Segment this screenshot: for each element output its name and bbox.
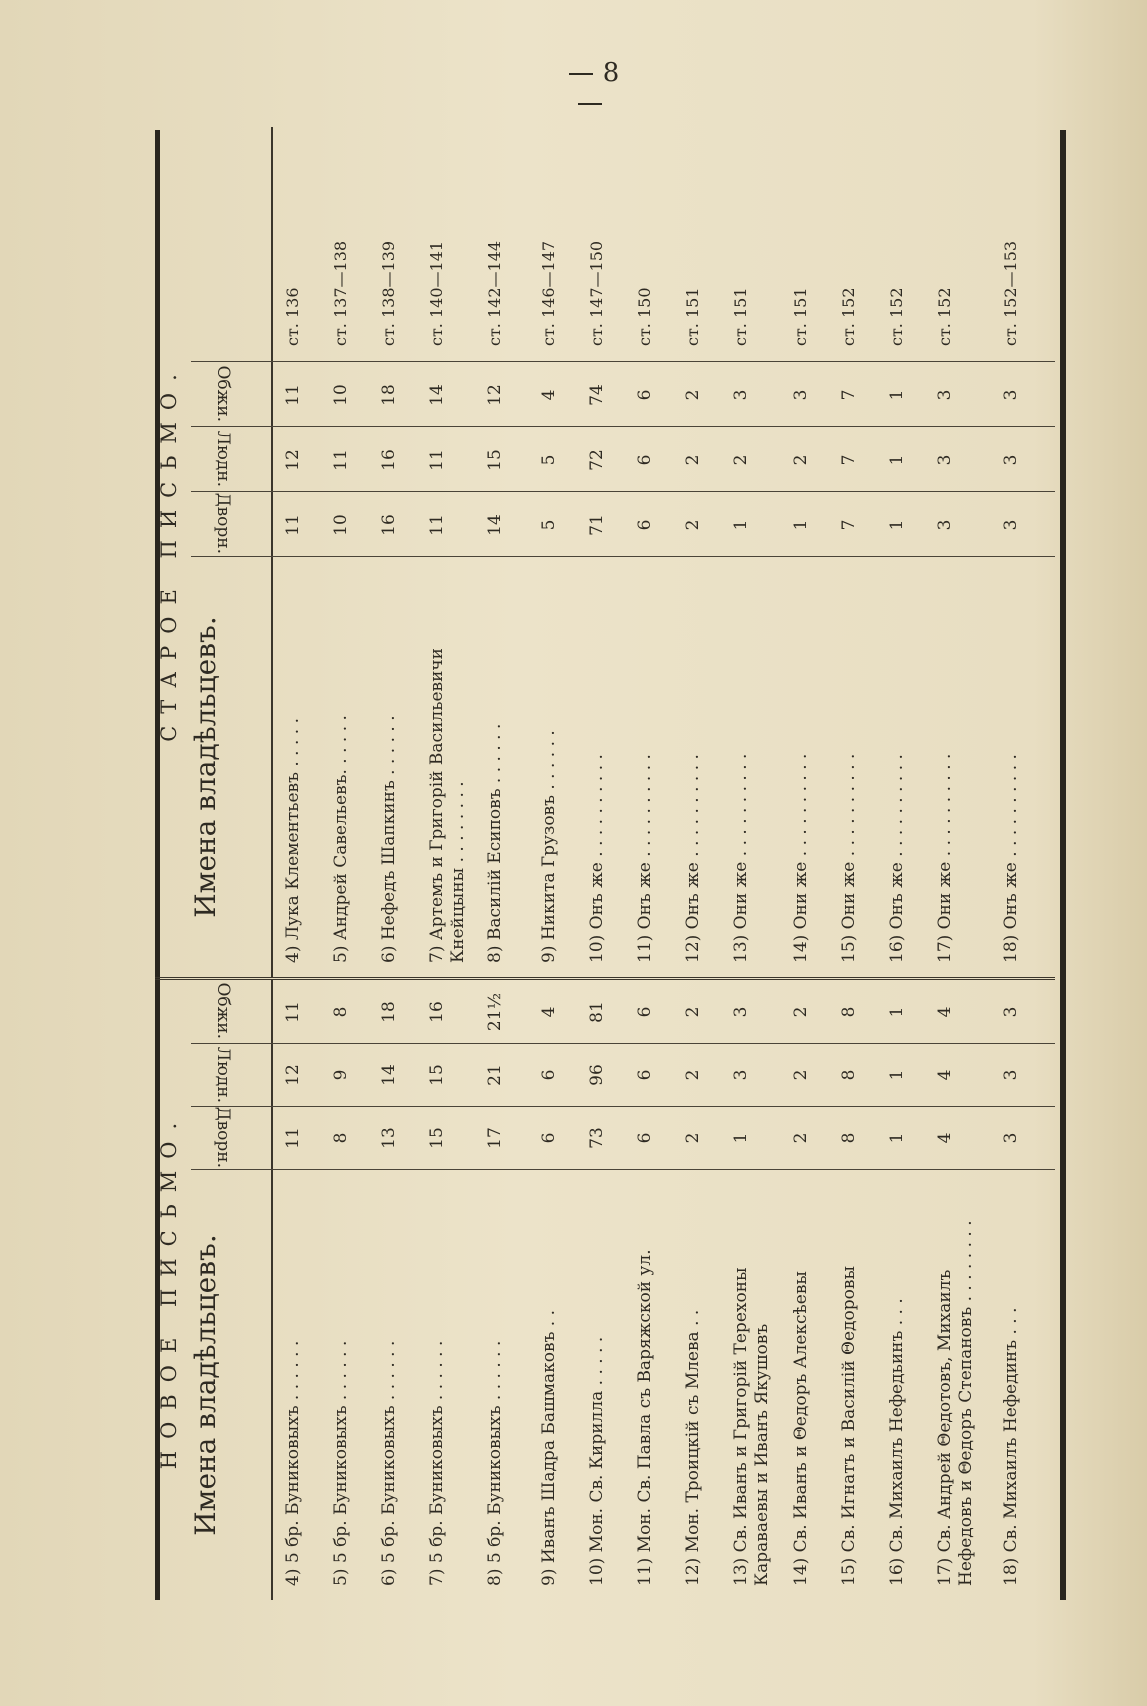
- new-census-obzhi-value: 1: [887, 1006, 907, 1018]
- new-census-owner-name: 9) Иванъ Шадра Башмаковъ . .: [539, 1309, 559, 1586]
- old-census-owner-name: 14) Они же . . . . . . . . . .: [791, 753, 811, 963]
- old-census-lyudi-value: 72: [587, 449, 607, 471]
- new-census-lyudi-value: 96: [587, 1064, 607, 1086]
- old-census-row: [635, 127, 683, 977]
- old-census-dvory-value: 7: [839, 519, 859, 531]
- old-census-row: [791, 127, 839, 977]
- new-col-dvory: Дворн.: [191, 1106, 269, 1170]
- new-census-lyudi-value: 21: [485, 1064, 505, 1086]
- old-census-row: [587, 127, 635, 977]
- old-census-owner-name: 10) Онъ же . . . . . . . . . .: [587, 754, 607, 963]
- new-census-owner-name: 4) 5 бр. Буниковыхъ . . . . . .: [283, 1340, 303, 1586]
- new-census-owner-name: 7) 5 бр. Буниковыхъ . . . . . .: [427, 1340, 447, 1586]
- new-census-lyudi-value: 3: [731, 1069, 751, 1081]
- new-census-lyudi-value: 2: [791, 1069, 811, 1081]
- old-census-owner-name: 6) Нефедъ Шапкинъ . . . . . .: [379, 715, 399, 963]
- old-census-obzhi-value: 18: [379, 384, 399, 406]
- new-census-owner-name: 18) Св. Михаилъ Нефединъ . . .: [1001, 1307, 1021, 1586]
- new-census-obzhi-value: 8: [839, 1006, 859, 1018]
- old-census-owner-name: 9) Никита Грузовъ . . . . . .: [539, 730, 559, 963]
- old-census-source-ref: ст. 137—138: [331, 240, 350, 346]
- census-table-rotated: [155, 130, 1055, 1600]
- old-census-obzhi-value: 14: [427, 384, 447, 406]
- new-census-obzhi-value: 18: [379, 1001, 399, 1023]
- new-census-dvory-value: 1: [887, 1132, 907, 1144]
- old-census-obzhi-value: 4: [539, 389, 559, 401]
- old-census-dvory-value: 16: [379, 514, 399, 536]
- new-census-owner-name: 12) Мон. Троицкій съ Млева . .: [683, 1309, 703, 1586]
- old-census-row: [1001, 127, 1049, 977]
- new-census-dvory-value: 17: [485, 1127, 505, 1149]
- old-census-owner-name: 8) Василій Есиповъ . . . . . .: [485, 723, 505, 963]
- old-census-lyudi-value: 3: [1001, 454, 1021, 466]
- old-header-rule: [271, 127, 273, 977]
- new-census-obzhi-value: 6: [635, 1006, 655, 1018]
- old-census-source-ref: ст. 142—144: [485, 240, 504, 346]
- old-census-owner-name: 11) Онъ же . . . . . . . . . .: [635, 754, 655, 963]
- new-census-dvory-value: 4: [935, 1132, 955, 1144]
- new-census-obzhi-value: 2: [683, 1006, 703, 1018]
- new-census-row: [683, 980, 731, 1600]
- old-census-obzhi-value: 3: [731, 389, 751, 401]
- new-census-row: [331, 980, 379, 1600]
- old-census-source-ref: ст. 151: [683, 287, 702, 346]
- old-census-owner-name: 16) Онъ же . . . . . . . . . .: [887, 754, 907, 963]
- old-census-source-ref: ст. 150: [635, 287, 654, 346]
- old-census-dvory-value: 1: [731, 519, 751, 531]
- old-census-source-ref: ст. 152: [935, 287, 954, 346]
- new-census-dvory-value: 2: [791, 1132, 811, 1144]
- old-census-obzhi-value: 1: [887, 389, 907, 401]
- old-census-source-ref: ст. 146—147: [539, 240, 558, 346]
- new-census-lyudi-value: 1: [887, 1069, 907, 1081]
- new-header-rule: [271, 980, 273, 1600]
- old-census-source-ref: ст. 152—153: [1001, 240, 1020, 346]
- new-census-row: [731, 980, 779, 1600]
- old-census-row: [839, 127, 887, 977]
- new-census-dvory-value: 73: [587, 1127, 607, 1149]
- old-census-lyudi-value: 2: [791, 454, 811, 466]
- new-census-owner-name: 14) Св. Иванъ и Θедоръ Алексѣевы: [791, 1271, 811, 1586]
- new-census-lyudi-value: 6: [539, 1069, 559, 1081]
- old-census-source-ref: ст. 151: [791, 287, 810, 346]
- new-census-obzhi-value: 3: [1001, 1006, 1021, 1018]
- old-census-title: СТАРОЕ ПИСЬМО.: [157, 362, 181, 742]
- old-census-lyudi-value: 16: [379, 449, 399, 471]
- old-census-lyudi-value: 12: [283, 449, 303, 471]
- new-census-lyudi-value: 8: [839, 1069, 859, 1081]
- new-census-dvory-value: 6: [635, 1132, 655, 1144]
- old-census-obzhi-value: 6: [635, 389, 655, 401]
- new-census-row: [839, 980, 887, 1600]
- old-census-row: [539, 127, 587, 977]
- old-census-obzhi-value: 3: [935, 389, 955, 401]
- old-census-obzhi-value: 11: [283, 384, 303, 406]
- new-census-dvory-value: 3: [1001, 1132, 1021, 1144]
- old-name-header: Имена владѣльцевъ.: [189, 616, 222, 918]
- new-census-row: [1001, 980, 1049, 1600]
- new-census-owner-name: 11) Мон. Св. Павла съ Варяжской ул.: [635, 1249, 655, 1586]
- new-census-obzhi-value: 81: [587, 1001, 607, 1023]
- old-col-obzhi: Обжи.: [191, 361, 269, 427]
- new-census-owner-name: 8) 5 бр. Буниковыхъ . . . . . .: [485, 1340, 505, 1586]
- old-census-owner-name: 12) Онъ же . . . . . . . . . .: [683, 754, 703, 963]
- old-census-row: [683, 127, 731, 977]
- old-census-row: [731, 127, 779, 977]
- old-census-row: [887, 127, 935, 977]
- old-census-dvory-value: 1: [791, 519, 811, 531]
- new-census-dvory-value: 11: [283, 1127, 303, 1149]
- new-census-owner-name: 16) Св. Михаилъ Нефедьинъ . . .: [887, 1298, 907, 1586]
- new-census-owner-name: 5) 5 бр. Буниковыхъ . . . . . .: [331, 1340, 351, 1586]
- new-census-obzhi-value: 11: [283, 1001, 303, 1023]
- new-census-lyudi-value: 3: [1001, 1069, 1021, 1081]
- old-census-dvory-value: 10: [331, 514, 351, 536]
- old-census-lyudi-value: 2: [731, 454, 751, 466]
- new-census-lyudi-value: 14: [379, 1064, 399, 1086]
- old-census-owner-name: 18) Онъ же . . . . . . . . . .: [1001, 754, 1021, 963]
- new-census-row: [283, 980, 331, 1600]
- new-census-lyudi-value: 2: [683, 1069, 703, 1081]
- new-census-dvory-value: 6: [539, 1132, 559, 1144]
- old-census-row: [935, 127, 983, 977]
- old-census-owner-name: 4) Лука Клементьевъ . . . . .: [283, 718, 303, 963]
- new-census-row: [539, 980, 587, 1600]
- old-census-row: [331, 127, 379, 977]
- old-census-dvory-value: 11: [427, 514, 447, 536]
- new-census-row: [587, 980, 635, 1600]
- new-census-obzhi-value: 4: [935, 1006, 955, 1018]
- old-census-row: [485, 127, 533, 977]
- new-col-obzhi: Обжи.: [191, 979, 269, 1044]
- old-census-source-ref: ст. 140—141: [427, 240, 446, 346]
- new-census-title: НОВОЕ ПИСЬМО.: [157, 1110, 181, 1470]
- new-census-owner-name: 15) Св. Игнатъ и Василій Θедоровы: [839, 1266, 859, 1586]
- old-census-obzhi-value: 3: [1001, 389, 1021, 401]
- new-census-dvory-value: 13: [379, 1127, 399, 1149]
- old-census-owner-name: 13) Они же . . . . . . . . . .: [731, 753, 751, 963]
- old-census-section: [155, 127, 1055, 980]
- old-census-source-ref: ст. 136: [283, 287, 302, 346]
- new-census-dvory-value: 8: [839, 1132, 859, 1144]
- old-census-row: [283, 127, 331, 977]
- old-census-obzhi-value: 3: [791, 389, 811, 401]
- new-census-lyudi-value: 9: [331, 1069, 351, 1081]
- old-census-dvory-value: 14: [485, 514, 505, 536]
- new-census-owner-name: 13) Св. Иванъ и Григорій Терехоны Караваевы и Иванъ Якушовъ: [731, 1267, 773, 1586]
- old-census-source-ref: ст. 151: [731, 287, 750, 346]
- new-census-row: [379, 980, 427, 1600]
- old-census-lyudi-value: 5: [539, 454, 559, 466]
- old-census-owner-name: 5) Андрей Савельевъ. . . . . .: [331, 715, 351, 963]
- new-census-owner-name: 6) 5 бр. Буниковыхъ . . . . . .: [379, 1340, 399, 1586]
- old-census-dvory-value: 2: [683, 519, 703, 531]
- old-census-dvory-value: 1: [887, 519, 907, 531]
- old-census-owner-name: 15) Они же . . . . . . . . . .: [839, 753, 859, 963]
- old-census-lyudi-value: 11: [427, 449, 447, 471]
- old-census-lyudi-value: 11: [331, 449, 351, 471]
- new-census-obzhi-value: 21½: [485, 992, 505, 1032]
- old-census-lyudi-value: 2: [683, 454, 703, 466]
- new-census-obzhi-value: 2: [791, 1006, 811, 1018]
- new-census-dvory-value: 8: [331, 1132, 351, 1144]
- old-col-lyudi: Людн.: [191, 426, 269, 492]
- old-census-owner-name: 7) Артемъ и Григорій Васильевичи Кнейцыны . . . . . . . .: [427, 648, 469, 963]
- old-census-dvory-value: 3: [1001, 519, 1021, 531]
- old-census-dvory-value: 11: [283, 514, 303, 536]
- old-census-source-ref: ст. 152: [887, 287, 906, 346]
- new-census-row: [635, 980, 683, 1600]
- old-census-obzhi-value: 7: [839, 389, 859, 401]
- new-census-row: [427, 980, 475, 1600]
- new-census-row: [935, 980, 983, 1600]
- old-census-source-ref: ст. 152: [839, 287, 858, 346]
- new-census-section: [155, 980, 1055, 1600]
- new-census-row: [887, 980, 935, 1600]
- old-census-source-ref: ст. 147—150: [587, 240, 606, 346]
- new-census-lyudi-value: 12: [283, 1064, 303, 1086]
- new-census-obzhi-value: 8: [331, 1006, 351, 1018]
- new-census-dvory-value: 15: [427, 1127, 447, 1149]
- old-census-dvory-value: 5: [539, 519, 559, 531]
- new-census-lyudi-value: 4: [935, 1069, 955, 1081]
- new-census-obzhi-value: 4: [539, 1006, 559, 1018]
- old-col-ref: [191, 126, 269, 362]
- old-census-lyudi-value: 7: [839, 454, 859, 466]
- new-census-obzhi-value: 16: [427, 1001, 447, 1023]
- old-census-row: [379, 127, 427, 977]
- old-census-obzhi-value: 74: [587, 384, 607, 406]
- new-name-header: Имена владѣльцевъ.: [189, 1234, 222, 1536]
- old-census-owner-name: 17) Они же . . . . . . . . . .: [935, 753, 955, 963]
- old-census-row: [427, 127, 475, 977]
- new-census-row: [791, 980, 839, 1600]
- new-census-dvory-value: 2: [683, 1132, 703, 1144]
- new-census-owner-name: 17) Св. Андрей Θедотовъ, Михаилъ Нефедовъ и Θедоръ Степановъ . . . . . . . .: [935, 1220, 977, 1586]
- new-census-obzhi-value: 3: [731, 1006, 751, 1018]
- old-census-lyudi-value: 1: [887, 454, 907, 466]
- page-number: 8: [540, 58, 640, 118]
- old-census-dvory-value: 71: [587, 514, 607, 536]
- new-col-lyudi: Людн.: [191, 1043, 269, 1107]
- new-census-lyudi-value: 6: [635, 1069, 655, 1081]
- new-census-row: [485, 980, 533, 1600]
- new-census-dvory-value: 1: [731, 1132, 751, 1144]
- new-census-lyudi-value: 15: [427, 1064, 447, 1086]
- old-census-lyudi-value: 15: [485, 449, 505, 471]
- old-census-obzhi-value: 10: [331, 384, 351, 406]
- old-census-lyudi-value: 3: [935, 454, 955, 466]
- old-census-source-ref: ст. 138—139: [379, 240, 398, 346]
- old-census-dvory-value: 3: [935, 519, 955, 531]
- old-col-dvory: Дворн.: [191, 491, 269, 557]
- old-census-dvory-value: 6: [635, 519, 655, 531]
- new-census-owner-name: 10) Мон. Св. Кирилла . . . . .: [587, 1336, 607, 1586]
- old-census-obzhi-value: 2: [683, 389, 703, 401]
- old-census-lyudi-value: 6: [635, 454, 655, 466]
- old-census-obzhi-value: 12: [485, 384, 505, 406]
